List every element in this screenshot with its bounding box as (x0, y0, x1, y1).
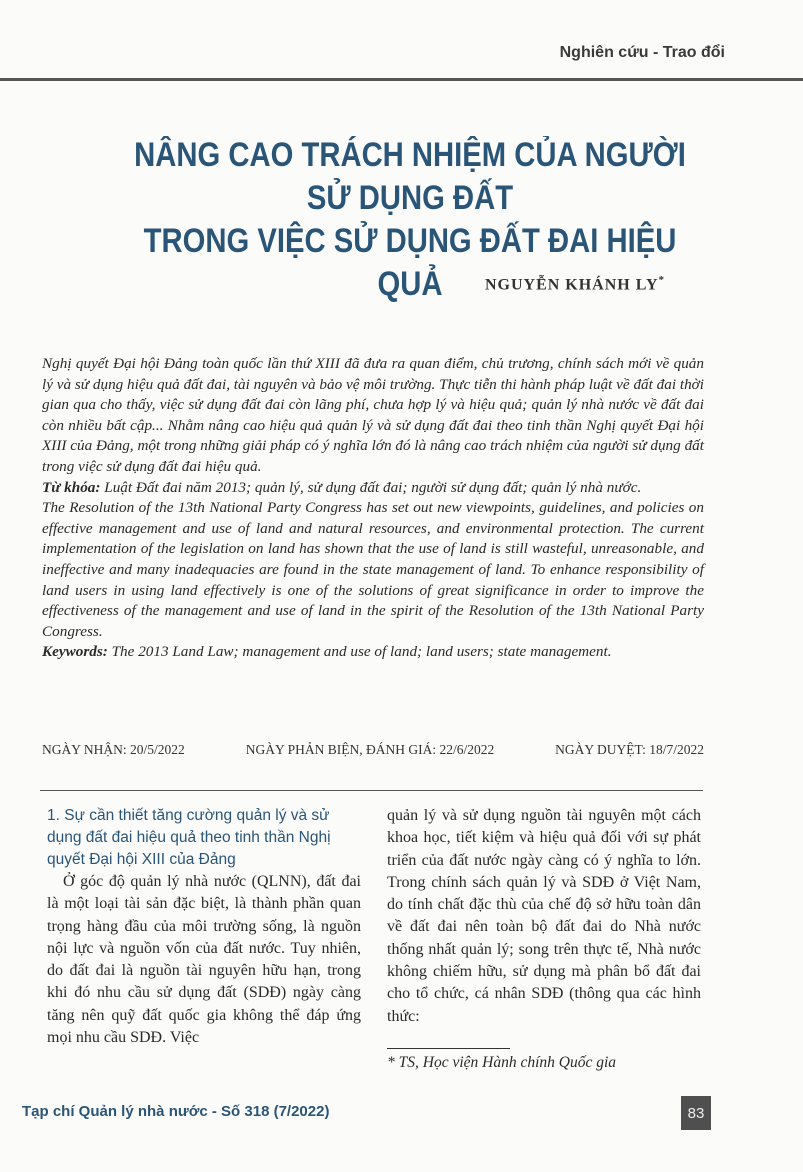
footnote-rule (387, 1048, 510, 1049)
footnote: * TS, Học viện Hành chính Quốc gia (387, 1054, 617, 1071)
keywords-en (42, 642, 704, 663)
page-number: 83 (681, 1096, 711, 1130)
author-name-text: NGUYỄN KHÁNH LY (484, 276, 659, 294)
dates-row (42, 742, 704, 758)
section-heading: 1. Sự cần thiết tăng cường quản lý và sử dụng đất đai hiệu quả theo tinh thần Nghị quyết Đại hội XIII của Đảng (47, 807, 331, 868)
body-column-right (387, 805, 701, 1028)
keywords-vi (42, 478, 704, 499)
header-rule (0, 78, 803, 81)
keywords-vi-text: Luật Đất đai năm 2013; quản lý, sử dụng đất đai; người sử dụng đất; quản lý nhà nước. (104, 478, 642, 496)
author-name (485, 274, 665, 294)
date-received: NGÀY NHẬN: 20/5/2022 (42, 742, 185, 757)
title-line-1: NÂNG CAO TRÁCH NHIỆM CỦA NGƯỜI SỬ DỤNG ĐẤT (134, 136, 686, 217)
abstract-en: The Resolution of the 13th National Party Congress has set out new viewpoints, guidelines, and policies on effective management and use of land and natural resources, and environmental protection. The current implementation of the legislation on land has shown that the use of land is still wasteful, unreasonable, and ineffective and many inadequacies are found in the state management of land. To enhance responsibility of land users in using land effectively is one of the solutions of great significance in order to improve the effectiveness of the management and use of land in the spirit of the Resolution of the 13th National Party Congress. (42, 499, 704, 640)
date-approved: NGÀY DUYỆT: 18/7/2022 (555, 742, 704, 757)
keywords-vi-label: Từ khóa: (42, 478, 101, 496)
keywords-en-label: Keywords: (42, 643, 108, 661)
abstract-vi: Nghị quyết Đại hội Đảng toàn quốc lần thứ XIII đã đưa ra quan điểm, chủ trương, chính sách mới về quản lý và sử dụng hiệu quả đất đai, tài nguyên và bảo vệ môi trường. Thực tiễn thi hành pháp luật về đất đai thời gian qua cho thấy, việc sử dụng đất đai còn lãng phí, chưa hợp lý và hiệu quả; quản lý nhà nước về đất đai còn nhiều bất cập... Nhằm nâng cao hiệu quả quản lý và sử dụng đất đai theo tinh thần Nghị quyết Đại hội XIII của Đảng, một trong những giải pháp có ý nghĩa lớn đó là nâng cao trách nhiệm của người sử dụng đất trong việc sử dụng đất đai hiệu quả. (42, 355, 704, 475)
date-reviewed: NGÀY PHẢN BIỆN, ĐÁNH GIÁ: 22/6/2022 (245, 742, 495, 757)
body-paragraph-right: quản lý và sử dụng nguồn tài nguyên một cách khoa học, tiết kiệm và hiệu quả đối với sự phát triển của đất nước ngày càng có ý nghĩa to lớn. Trong chính sách quản lý và SDĐ ở Việt Nam, do tính chất đặc thù của chế độ sở hữu toàn dân về đất đai nên toàn bộ đất đai do Nhà nước thống nhất quản lý; song trên thực tế, Nhà nước không chiếm hữu, sử dụng mà phân bổ đất đai cho tổ chức, cá nhân SDĐ (thông qua các hình thức: (387, 807, 701, 1025)
body-column-left (47, 805, 361, 1049)
journal-footer: Tạp chí Quản lý nhà nước - Số 318 (7/2022) (22, 1103, 330, 1120)
section-label: Nghiên cứu - Trao đổi (559, 44, 725, 61)
keywords-en-text: The 2013 Land Law; management and use of land; land users; state management. (111, 643, 612, 661)
dates-divider (40, 790, 703, 791)
title-line-2: TRONG VIỆC SỬ DỤNG ĐẤT ĐAI HIỆU QUẢ (143, 222, 677, 303)
abstract (42, 354, 704, 663)
body-paragraph-left: Ở góc độ quản lý nhà nước (QLNN), đất đai là một loại tài sản đặc biệt, là thành phần quan trọng hàng đầu của môi trường sống, là nguồn nội lực và nguồn vốn của đất nước. Tuy nhiên, do đất đai là nguồn tài nguyên hữu hạn, trong khi đó nhu cầu sử dụng đất (SDĐ) ngày càng tăng nên quỹ đất quốc gia không thể đáp ứng mọi nhu cầu SDĐ. Việc (47, 873, 361, 1047)
author-footnote-mark: * (658, 274, 665, 286)
